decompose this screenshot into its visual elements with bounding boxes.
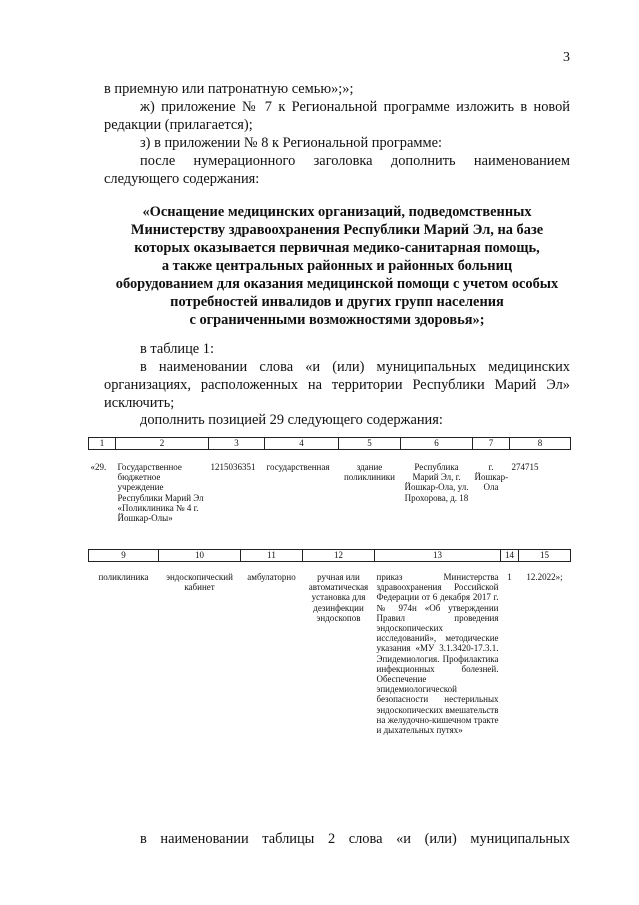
item-zh-line: ж) приложение № 7 к Региональной программе изложить в новой (140, 99, 570, 115)
cell-city: г. Йошкар-Ола (474, 462, 509, 493)
heading-line: потребностей инвалидов и других групп населения (170, 294, 504, 310)
column-header: 6 (401, 438, 473, 450)
column-header: 11 (241, 550, 303, 562)
cell-quantity: 1 (507, 572, 512, 582)
column-header: 9 (89, 550, 159, 562)
cell-organization: Государственное бюджетное учреждение Республики Марий Эл «Поликлиника № 4 г. Йошкар-Олы» (117, 462, 204, 524)
heading-line: которых оказывается первичная медико-санитарная помощь, (134, 240, 540, 256)
closing-line: в наименовании таблицы 2 слова «и (или) муниципальных (140, 831, 570, 847)
cell-address: Республика Марий Эл, г. Йошкар-Ола, ул. Прохорова, д. 18 (404, 462, 469, 503)
cell-legal-basis: приказ Министерства здравоохранения Российской Федерации от 6 декабря 2017 г. № 974н «Об утверждении Правил проведения эндоскопических исследований», методические указания «МУ 3.1.3420-17.3.1. Эпидемиология. Профилактика инфекционных болезней. Обеспечение эпидемиологической безопасности нестерильных эндоскопических вмешательств на желудочно-кишечном тракте и дыхательных путях» (376, 572, 499, 736)
table1-intro-line: организациях, расположенных на территории Республики Марий Эл» (104, 377, 570, 393)
cell-room: эндоскопический кабинет (166, 572, 233, 593)
column-header: 5 (339, 438, 401, 450)
column-header: 13 (375, 550, 501, 562)
cell-position-number: «29. (90, 462, 107, 472)
cell-equipment: ручная или автоматическая установка для дезинфекции эндоскопов (308, 572, 369, 623)
column-header: 1 (89, 438, 116, 450)
table1-intro-line: исключить; (104, 395, 175, 411)
table-header-row (89, 438, 571, 450)
heading-line: оборудованием для оказания медицинской помощи с учетом особых (115, 276, 559, 292)
table-part-1 (88, 437, 571, 523)
table-row (89, 450, 571, 524)
column-header: 14 (501, 550, 519, 562)
column-header: 10 (159, 550, 241, 562)
cell-code: 1215036351 (210, 462, 256, 472)
cell-ownership: государственная (266, 462, 330, 472)
table1-intro-line: дополнить позицией 29 следующего содержания: (140, 412, 443, 428)
heading-line: «Оснащение медицинских организаций, подведомственных (142, 204, 532, 220)
cell-oktmo: 274715 (511, 462, 539, 472)
item-zh-continuation: редакции (прилагается); (104, 117, 253, 133)
table1-intro-line: в наименовании слова «и (или) муниципальных медицинских (140, 359, 570, 375)
table-part-2 (88, 549, 571, 735)
column-header: 12 (303, 550, 375, 562)
item-z-line: з) в приложении № 8 к Региональной программе: (140, 135, 442, 151)
cell-care-mode: амбулаторно (247, 572, 296, 582)
heading-line: Министерству здравоохранения Республики Марий Эл, на базе (130, 222, 544, 238)
column-header: 3 (209, 438, 265, 450)
cell-facility-type: поликлиника (98, 572, 149, 582)
after-heading-continuation: следующего содержания: (104, 171, 260, 187)
column-header: 4 (265, 438, 339, 450)
intro-line: в приемную или патронатную семью»;»; (104, 81, 354, 97)
page-number: 3 (563, 50, 570, 65)
table1-intro-line: в таблице 1: (140, 341, 214, 357)
table-row (89, 562, 571, 736)
cell-date: 12.2022»; (526, 572, 563, 582)
cell-building: здание поликлиники (343, 462, 395, 483)
column-header: 15 (519, 550, 571, 562)
heading-line: с ограниченными возможностями здоровья»; (189, 312, 485, 328)
column-header: 7 (473, 438, 510, 450)
heading-line: а также центральных районных и районных больниц (161, 258, 513, 274)
column-header: 2 (116, 438, 209, 450)
column-header: 8 (510, 438, 571, 450)
table-header-row (89, 550, 571, 562)
after-heading-line: после нумерационного заголовка дополнить наименованием (140, 153, 570, 169)
